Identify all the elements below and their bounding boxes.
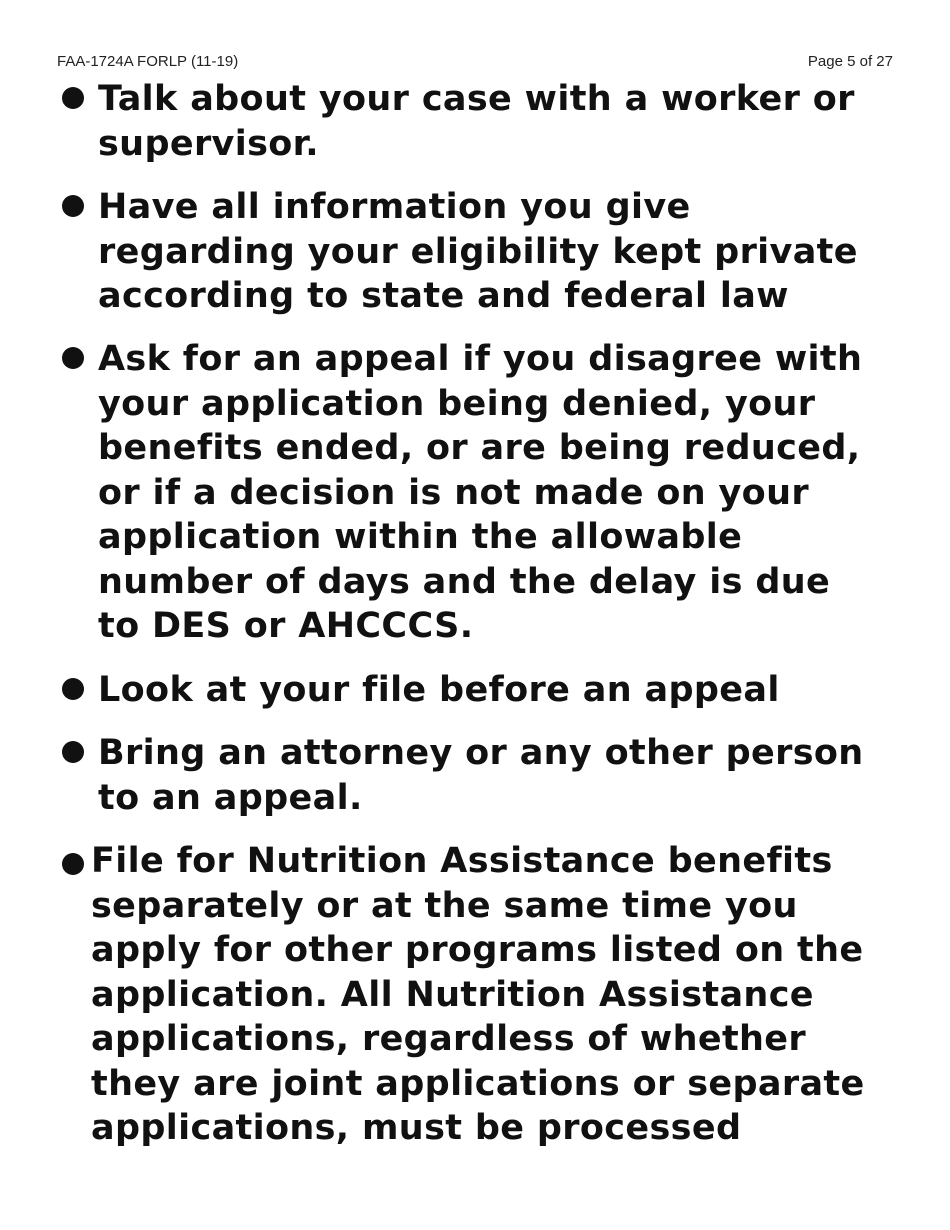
bullet-line: Look at your file before an appeal [98, 670, 780, 710]
bullet-line: according to state and federal law [98, 276, 789, 316]
bullet-dot-icon [62, 678, 84, 700]
bullet-dot-icon [62, 195, 84, 217]
bullet-line: Bring an attorney or any other person [98, 733, 864, 773]
bullet-text [98, 337, 862, 649]
bullet-line: they are joint applications or separate [91, 1063, 865, 1104]
bullet-line: File for Nutrition Assistance benefits [91, 841, 833, 881]
bullet-line: number of days and the delay is due [98, 561, 831, 602]
bullet-dot-icon [62, 87, 84, 109]
bullet-text [98, 668, 780, 713]
bullet-line: benefits ended, or are being reduced, [98, 428, 861, 468]
bullet-text [91, 839, 865, 1151]
bullet-line: your application being denied, your [98, 383, 816, 424]
bullet-line: apply for other programs listed on the [91, 930, 864, 970]
bullet-line: Talk about your case with a worker or [98, 79, 855, 119]
bullet-line: supervisor. [98, 123, 319, 164]
bullet-line: Have all information you give [98, 187, 691, 227]
bullet-line: Ask for an appeal if you disagree with [98, 339, 863, 379]
bullet-line: to DES or AHCCCS. [98, 606, 474, 646]
bullet-text [98, 77, 855, 166]
bullet-line: applications, regardless of whether [91, 1019, 807, 1059]
bullet-text [98, 731, 864, 820]
bullet-line: applications, must be processed [91, 1108, 742, 1148]
bullet-text [98, 185, 858, 319]
bullet-line: regarding your eligibility kept private [98, 231, 858, 272]
form-id: FAA-1724A FORLP (11-19) [57, 53, 239, 70]
page-number: Page 5 of 27 [807, 53, 893, 70]
bullet-line: separately or at the same time you [91, 885, 798, 926]
bullet-dot-icon [62, 741, 84, 763]
bullet-dot-icon [62, 853, 84, 875]
bullet-line: application within the allowable [98, 517, 743, 557]
bullet-line: to an appeal. [98, 777, 363, 818]
bullet-line: application. All Nutrition Assistance [91, 974, 814, 1015]
bullet-line: or if a decision is not made on your [98, 472, 809, 513]
bullet-dot-icon [62, 347, 84, 369]
